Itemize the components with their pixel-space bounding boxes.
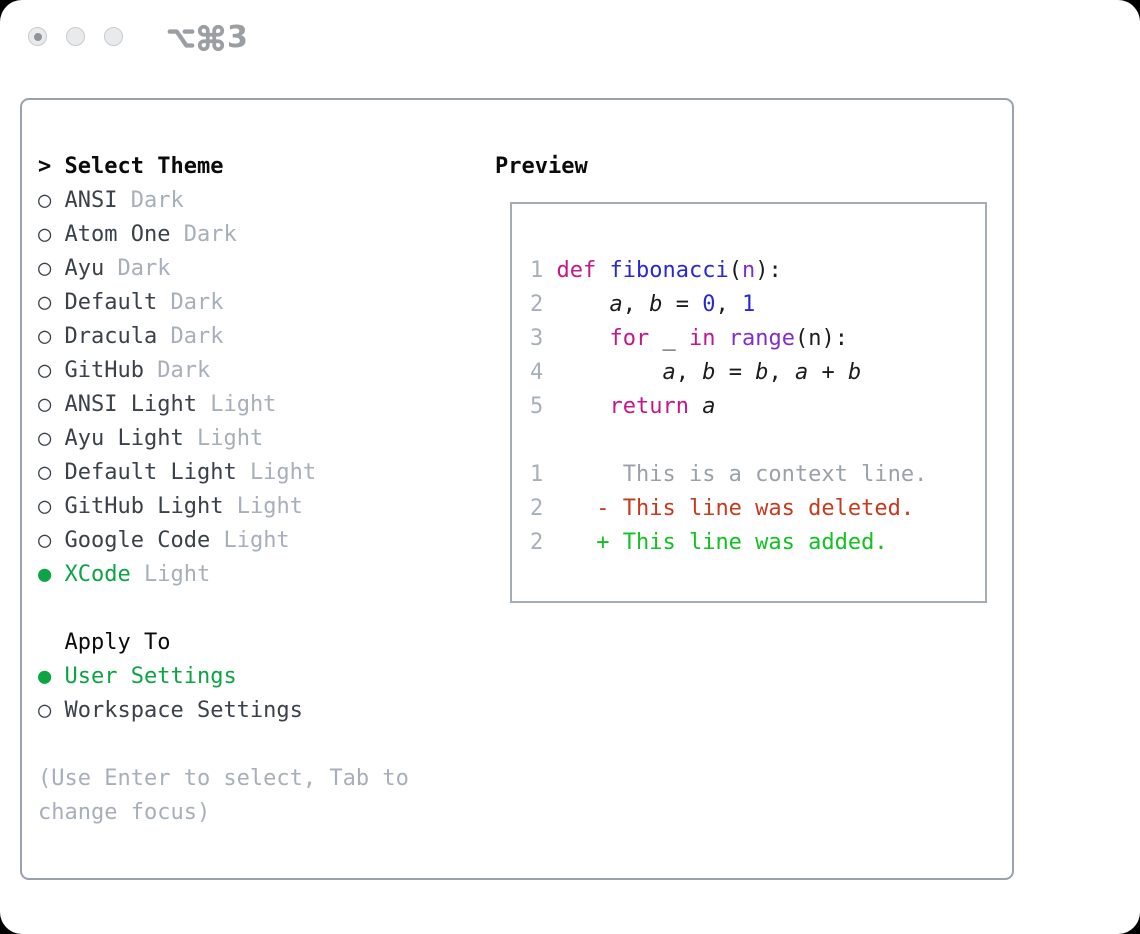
code-line (530, 288, 985, 322)
blank-line (530, 424, 985, 458)
help-line: change focus) (38, 800, 211, 825)
focus-caret: > (38, 154, 52, 179)
code-token-pl: = (662, 292, 703, 317)
theme-variant-tag: Light (223, 528, 290, 553)
code-token-var: a (609, 292, 623, 317)
theme-option-xcode[interactable] (38, 558, 409, 592)
diff-text-context: This is a context line. (556, 462, 928, 487)
code-token-pl: = (715, 360, 756, 385)
code-line (530, 322, 985, 356)
window-zoom-button[interactable] (104, 27, 123, 46)
code-token-var: b (755, 360, 769, 385)
radio-selected-icon: ● (38, 562, 52, 587)
line-number: 2 (530, 496, 544, 521)
code-token-pl: + (808, 360, 848, 385)
apply-option-label: Workspace Settings (64, 698, 303, 723)
theme-variant-tag: Dark (170, 290, 224, 315)
theme-option-ansi[interactable] (38, 184, 409, 218)
theme-name: Atom One (64, 222, 171, 247)
code-token-bi: range (728, 326, 795, 351)
line-number: 1 (530, 462, 544, 487)
preview-title: Preview (495, 154, 588, 179)
theme-selector (38, 150, 409, 830)
spacer (38, 728, 409, 762)
theme-variant-tag: Light (210, 392, 277, 417)
theme-list (38, 184, 409, 592)
line-number: 2 (530, 530, 544, 555)
code-token-pl: , (675, 360, 703, 385)
apply-option-workspace-settings[interactable] (38, 694, 409, 728)
titlebar (0, 0, 1140, 76)
code-token-pl: (n): (794, 326, 848, 351)
radio-unselected-icon: ○ (38, 188, 52, 213)
theme-name: GitHub (64, 358, 144, 383)
theme-variant-tag: Dark (117, 256, 171, 281)
code-token-var: a (662, 360, 676, 385)
diff-text-added: + This line was added. (556, 530, 888, 555)
code-token-pl (715, 326, 728, 351)
code-token-num: 0 (702, 292, 716, 317)
theme-variant-tag: Light (236, 494, 303, 519)
apply-to-label: Apply To (64, 630, 171, 655)
line-number: 1 (530, 258, 544, 283)
traffic-lights (28, 27, 142, 46)
theme-name: Dracula (64, 324, 158, 349)
theme-name: ANSI Light (64, 392, 197, 417)
theme-option-ansi-light[interactable] (38, 388, 409, 422)
shortcut-number: 3 (227, 20, 248, 55)
line-number: 3 (530, 326, 544, 351)
theme-variant-tag: Dark (170, 324, 224, 349)
window-close-button[interactable] (28, 27, 47, 46)
select-theme-header (38, 150, 409, 184)
code-token-pl: , (715, 292, 742, 317)
radio-selected-icon: ● (38, 664, 52, 689)
radio-unselected-icon: ○ (38, 324, 52, 349)
theme-name: Ayu Light (64, 426, 184, 451)
code-token-pm: n (741, 258, 756, 283)
code-token-pl: , (622, 292, 650, 317)
code-token-pl (596, 258, 609, 283)
radio-unselected-icon: ○ (38, 256, 52, 281)
theme-option-default-light[interactable] (38, 456, 409, 490)
code-token-pl (557, 360, 663, 385)
code-token-var: a (794, 360, 809, 385)
theme-dialog (20, 98, 1014, 880)
code-token-num: 1 (741, 292, 756, 317)
theme-option-google-code[interactable] (38, 524, 409, 558)
theme-name: GitHub Light (64, 494, 224, 519)
code-token-pl (689, 394, 702, 419)
code-token-pl: _ (649, 326, 689, 351)
window-minimize-button[interactable] (66, 27, 85, 46)
theme-name: Ayu (64, 256, 105, 281)
theme-option-ayu[interactable] (38, 252, 409, 286)
radio-unselected-icon: ○ (38, 358, 52, 383)
spacer (38, 592, 409, 626)
window-shortcut-label (166, 21, 248, 55)
code-token-var: b (649, 292, 663, 317)
preview-box (510, 202, 987, 603)
help-text (38, 762, 409, 830)
theme-name: Default Light (64, 460, 237, 485)
code-token-pl: ( (728, 258, 742, 283)
theme-variant-tag: Light (249, 460, 317, 485)
theme-name: ANSI (64, 188, 118, 213)
radio-unselected-icon: ○ (38, 494, 52, 519)
code-token-var: a (702, 394, 716, 419)
code-token-pl: ): (755, 258, 782, 283)
code-token-kw: def (556, 258, 597, 283)
code-line (530, 254, 985, 288)
code-token-kw: return (609, 394, 689, 419)
code-token-kw: in (688, 326, 716, 351)
diff-text-deleted: - This line was deleted. (556, 496, 915, 521)
code-token-pl: , (768, 360, 795, 385)
code-token-pl (557, 292, 610, 317)
theme-option-ayu-light[interactable] (38, 422, 409, 456)
close-dot-icon (34, 33, 42, 41)
radio-unselected-icon: ○ (38, 222, 52, 247)
radio-unselected-icon: ○ (38, 528, 52, 553)
code-token-kw: for (609, 326, 650, 351)
code-line (530, 356, 985, 390)
theme-name: XCode (64, 562, 131, 587)
theme-option-atom-one[interactable] (38, 218, 409, 252)
theme-option-dracula[interactable] (38, 320, 409, 354)
code-token-var: b (702, 360, 716, 385)
apply-option-label: User Settings (64, 664, 237, 689)
command-key-icon (196, 23, 226, 53)
radio-unselected-icon: ○ (38, 460, 52, 485)
theme-option-github[interactable] (38, 354, 409, 388)
apply-to-list (38, 660, 409, 728)
code-token-var: b (847, 360, 862, 385)
theme-name: Google Code (64, 528, 211, 553)
code-token-pl (557, 326, 610, 351)
line-number: 4 (530, 360, 544, 385)
preview-content (512, 204, 985, 560)
theme-variant-tag: Dark (157, 358, 211, 383)
diff-line-context (530, 458, 985, 492)
line-number: 5 (530, 394, 544, 419)
help-line: (Use Enter to select, Tab to (38, 766, 409, 791)
theme-option-default[interactable] (38, 286, 409, 320)
apply-option-user-settings[interactable] (38, 660, 409, 694)
theme-variant-tag: Light (196, 426, 264, 451)
radio-unselected-icon: ○ (38, 392, 52, 417)
radio-unselected-icon: ○ (38, 290, 52, 315)
code-token-pl (557, 394, 610, 419)
radio-unselected-icon: ○ (38, 698, 52, 723)
line-number: 2 (530, 292, 544, 317)
option-key-icon (166, 23, 196, 53)
radio-unselected-icon: ○ (38, 426, 52, 451)
diff-line-added (530, 526, 985, 560)
theme-name: Default (64, 290, 158, 315)
code-token-fn: fibonacci (609, 258, 729, 283)
code-line (530, 390, 985, 424)
theme-variant-tag: Light (143, 562, 211, 587)
select-theme-label: Select Theme (64, 154, 224, 179)
theme-variant-tag: Dark (183, 222, 237, 247)
theme-variant-tag: Dark (130, 188, 184, 213)
diff-line-deleted (530, 492, 985, 526)
apply-to-header (38, 626, 409, 660)
theme-option-github-light[interactable] (38, 490, 409, 524)
